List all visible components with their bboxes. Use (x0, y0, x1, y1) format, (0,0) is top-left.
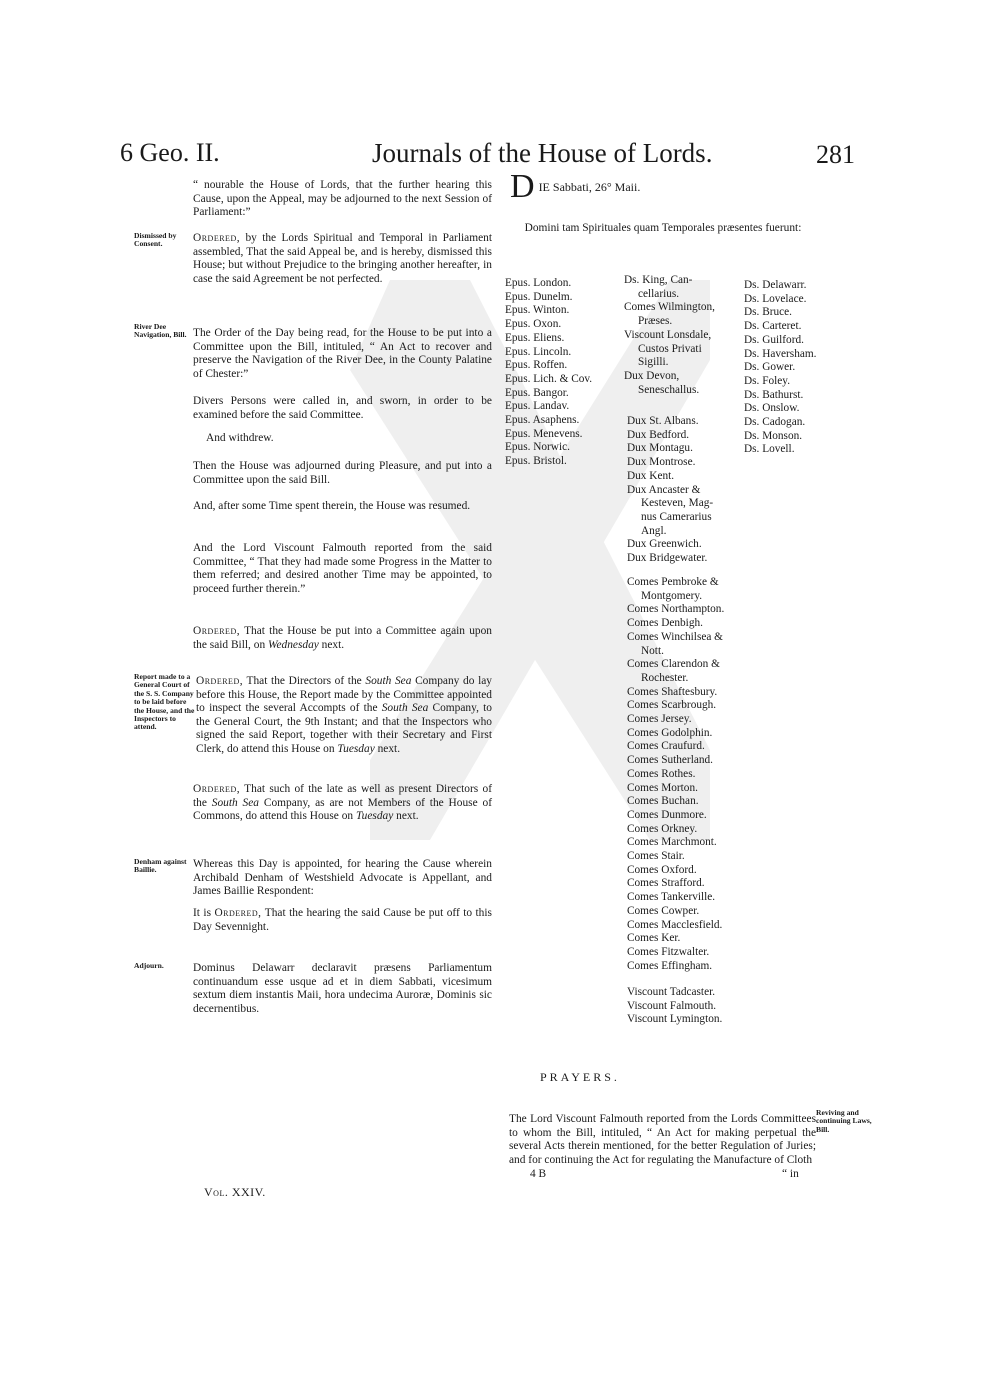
ordered-word: Ordered, (193, 232, 241, 244)
paragraph: Whereas this Day is appointed, for hearing the Cause wherein Archibald Denham of Westshield Advocate is Appellant, and James Baillie Respondent: (193, 858, 492, 898)
margin-note: River Dee Navigation, Bill. (134, 322, 187, 340)
list-item: Dux Bedford. (627, 428, 690, 441)
paragraph: And, after some Time spent therein, the House was resumed. (193, 500, 471, 512)
list-item: Epus. Roffen. (505, 359, 568, 372)
list-item: Epus. Dunelm. (505, 290, 573, 303)
paragraph: Ordered, That the Directors of the South Sea Company do lay before this House, the Report made by the Committee appointed to inspect the several Accompts of the South Sea Company, to the General Court, the 9th Instant; and that the Inspectors who signed the said Report, together with their Secretary and First Clerk, do attend this House on Tuesday next. (196, 675, 492, 755)
list-item: Dux Ancaster & (627, 483, 701, 496)
list-item: Epus. Lincoln. (505, 345, 572, 358)
list-item: Epus. Menevens. (505, 427, 583, 440)
page-title: Journals of the House of Lords. (372, 138, 713, 168)
paragraph: And the Lord Viscount Falmouth reported from the said Committee, “ That they had made some Progress in the Matter to them referred; and desired another Time may be appointed, to proceed further therein.” (193, 542, 492, 595)
list-item: Comes Northampton. (627, 603, 725, 616)
list-item: Epus. Winton. (505, 304, 570, 317)
margin-note: Dismissed by Consent. (134, 231, 177, 249)
list-item: Comes Orkney. (627, 822, 698, 835)
list-item: Comes Effingham. (627, 959, 713, 972)
ordered-word: Ordered, (196, 675, 244, 687)
list-item: Dux Greenwich. (627, 538, 702, 551)
margin-note: Adjourn. (134, 961, 164, 970)
list-item: Nott. (641, 644, 664, 657)
list-item: Ds. Haversham. (744, 347, 817, 360)
list-item: Dux Montagu. (627, 442, 693, 455)
list-item: Ds. Bathurst. (744, 388, 804, 401)
list-item: Comes Pembroke & (627, 576, 719, 588)
paragraph: Ordered, That such of the late as well as present Directors of the South Sea Company, as are not Members of the House of Commons, do attend this House on Tuesday next. (193, 783, 493, 823)
list-item: Ds. Lovell. (744, 443, 795, 456)
list-item: Ds. Cadogan. (744, 416, 806, 429)
list-item: Epus. Eliens. (505, 331, 565, 344)
list-officers (624, 274, 744, 397)
list-item: Viscount Falmouth. (627, 999, 717, 1012)
list-item: Ds. Guilford. (744, 333, 804, 346)
list-item: Comes Rothes. (627, 767, 696, 780)
list-item: Comes Denbigh. (627, 617, 703, 630)
list-item: Ds. King, Can- (624, 274, 693, 286)
list-item: Epus. Norwic. (505, 441, 570, 454)
volume-label: Vol. XXIV. (204, 1185, 266, 1199)
list-item: Comes Ker. (627, 932, 681, 945)
margin-note: Denham against Baillie. (134, 857, 187, 875)
list-item: Comes Scarbrough. (627, 699, 717, 712)
list-item: Kesteven, Mag- (641, 497, 714, 510)
paragraph: The Order of the Day being read, for the House to be put into a Committee upon the Bill, intituled, “ An Act to recover and preserve the Navigation of the River Dee, in the County Palatine of Chester:” (193, 327, 492, 380)
list-item: Viscount Lymington. (627, 1013, 723, 1026)
attendance-heading: Domini tam Spirituales quam Temporales præsentes fuerunt: (524, 222, 802, 234)
list-item: Rochester. (641, 671, 689, 684)
page-number: 281 (816, 140, 855, 169)
signature-mark: 4 B (530, 1168, 547, 1180)
list-item: Epus. Bristol. (505, 455, 567, 468)
paragraph: Ordered, That the House be put into a Committee again upon the said Bill, on Wednesday next. (193, 625, 492, 651)
ordered-word: Ordered, (193, 783, 241, 795)
list-item: Præses. (638, 315, 673, 328)
list-item: Dux Kent. (627, 469, 675, 482)
list-item: Epus. Bangor. (505, 386, 569, 399)
paragraph: “ nourable the House of Lords, that the further hearing this Cause, upon the Appeal, may be adjourned to the next Session of Parliament:” (193, 179, 492, 219)
catchword: “ in (782, 1168, 799, 1180)
list-item: Comes Strafford. (627, 877, 705, 890)
drop-cap: D (510, 168, 535, 205)
sitting-date: DIE Sabbati, 26° Maii. (510, 168, 641, 205)
regnal-year: 6 Geo. II. (120, 138, 220, 167)
list-item: Comes Winchilsea & (627, 630, 723, 643)
list-item: Comes Macclesfield. (627, 918, 723, 931)
list-item: Seneschallus. (638, 383, 700, 396)
list-item: Custos Privati (638, 342, 702, 355)
list-item: Epus. Landav. (505, 400, 570, 413)
paragraph: It is Ordered, That the hearing the said Cause be put off to this Day Sevennight. (193, 907, 492, 933)
list-dukes (627, 415, 747, 566)
list-item: Comes Marchmont. (627, 836, 717, 849)
paragraph: Divers Persons were called in, and sworn, in order to be examined before the said Committee. (193, 395, 492, 421)
list-item: Comes Shaftesbury. (627, 685, 718, 698)
list-item: Ds. Monson. (744, 429, 803, 442)
list-item: Comes Godolphin. (627, 726, 713, 739)
list-item: Comes Cowper. (627, 904, 700, 917)
list-earls (627, 576, 749, 973)
list-item: Ds. Delawarr. (744, 279, 807, 291)
list-item: Angl. (641, 524, 667, 537)
list-item: Montgomery. (641, 589, 703, 602)
list-viscounts (627, 986, 749, 1027)
list-item: Dux St. Albans. (627, 415, 699, 427)
list-item: Comes Dunmore. (627, 808, 707, 821)
list-item: Comes Craufurd. (627, 740, 705, 753)
ordered-word: Ordered, (214, 907, 262, 919)
list-item: Dux Bridgewater. (627, 552, 708, 565)
list-item: Comes Morton. (627, 781, 698, 794)
list-item: Ds. Carteret. (744, 320, 802, 333)
list-item: Dux Devon, (624, 369, 680, 382)
margin-note: Report made to a General Court of the S. S. Company to be laid before the House, and the Inspectors to attend. (134, 672, 195, 732)
paragraph: And withdrew. (206, 432, 274, 444)
margin-note: Reviving and continuing Laws, Bill. (816, 1108, 872, 1134)
list-item: Comes Clarendon & (627, 658, 720, 671)
list-item: nus Camerarius (641, 510, 712, 523)
list-item: Comes Fitzwalter. (627, 945, 710, 958)
paragraph: Ordered, by the Lords Spiritual and Temporal in Parliament assembled, That the said Appeal be, and is hereby, dismissed this House; but without Prejudice to the bringing another hereafter, in case the said Agreement be not perfected. (193, 232, 492, 285)
list-item: Ds. Gower. (744, 361, 796, 374)
prayers-heading: PRAYERS. (540, 1070, 620, 1084)
paragraph: The Lord Viscount Falmouth reported from the Lords Committees to whom the Bill, intituled, “ An Act for making perpetual the several Acts therein mentioned, for the better Regulation of Juries; and for continuing the Act for regulating the Manufacture of Cloth (509, 1113, 816, 1166)
list-item: Viscount Lonsdale, (624, 328, 712, 341)
list-item: Epus. Asaphens. (505, 414, 580, 427)
list-item: Epus. Oxon. (505, 318, 562, 331)
list-item: Ds. Lovelace. (744, 292, 807, 305)
list-item: Ds. Foley. (744, 374, 791, 387)
list-item: cellarius. (638, 287, 680, 300)
list-item: Epus. Lich. & Cov. (505, 372, 593, 385)
list-item: Sigilli. (638, 356, 669, 369)
list-item: Comes Tankerville. (627, 891, 716, 904)
list-item: Viscount Tadcaster. (627, 986, 716, 998)
list-item: Dux Montrose. (627, 456, 696, 469)
ordered-word: Ordered, (193, 625, 241, 637)
list-bishops (505, 277, 615, 469)
list-item: Comes Oxford. (627, 863, 697, 876)
list-item: Comes Stair. (627, 850, 685, 863)
list-item: Ds. Onslow. (744, 402, 800, 415)
list-item: Comes Buchan. (627, 795, 699, 808)
list-item: Comes Jersey. (627, 713, 692, 726)
paragraph: Dominus Delawarr declaravit præsens Parliamentum continuandum esse usque ad et in diem Sabbati, vicesimum sextum diem instantis Maii, hora undecima Auroræ, Dominis sic decernentibus. (193, 962, 492, 1015)
list-item: Ds. Bruce. (744, 306, 793, 319)
list-item: Epus. London. (505, 277, 572, 289)
list-item: Comes Wilmington, (624, 301, 715, 314)
list-barons (744, 279, 854, 457)
paragraph: Then the House was adjourned during Pleasure, and put into a Committee upon the said Bill. (193, 460, 492, 486)
list-item: Comes Sutherland. (627, 754, 713, 767)
